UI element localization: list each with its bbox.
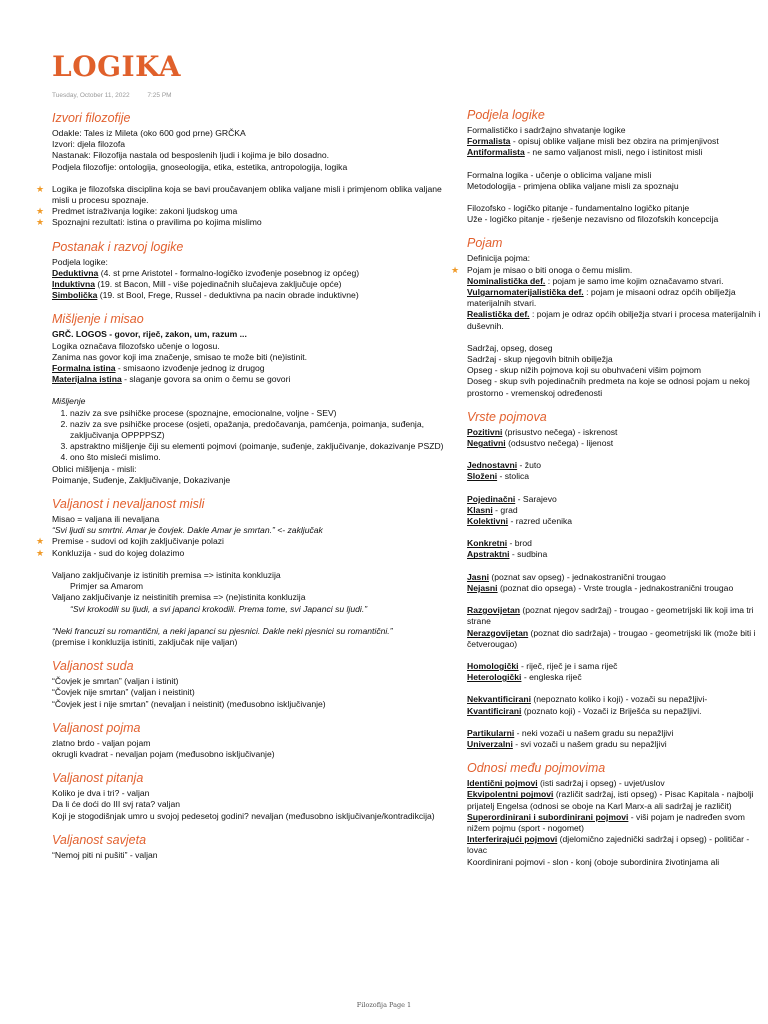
text-line: Jasni (poznat sav opseg) - jednakostranični trougao — [467, 571, 666, 582]
text-line: Koordinirani pojmovi - slon - konj (oboje subordinira životinjama ali — [467, 856, 720, 867]
section-postanak — [52, 239, 452, 302]
text-line: Deduktivna (4. st prne Aristotel - formalno-logičko izvođenje posebnog iz općeg) — [52, 267, 360, 278]
text-line: Koji je stogodišnjak umro u svojoj pedesetoj godini? nevaljan (međusobno isključivanje/kontradikcija) — [52, 810, 435, 821]
list-item: 1. naziv za sve psihičke procese (spoznajne, emocionalne, voljne - SEV) — [70, 408, 452, 419]
text-line: Odakle: Tales iz Mileta (oko 600 god prne) GRČKA — [52, 128, 246, 138]
text-line: Poimanje, Suđenje, Zaključivanje, Dokazivanje — [52, 474, 231, 485]
text-line: Induktivna (19. st Bacon, Mill - više pojedinačnih slučajeva zaključuje opće) — [52, 279, 342, 290]
text-line: Misao = valjana ili nevaljana — [52, 514, 160, 525]
section-title: Mišljenje i misao — [52, 312, 144, 327]
text-line: Formalista - opisuj oblike valjane misli bez obzira na primjenjivost — [467, 136, 719, 147]
text-line: Formalna logika - učenje o oblicima valjane misli — [467, 169, 652, 180]
text-line: Sadržaj - skup njegovih bitnih obilježja — [467, 354, 613, 365]
text-line: Valjano zaključivanje iz neistinitih premisa => (ne)istinita konkluzija — [52, 592, 306, 603]
section-valjanost-pitanja — [52, 770, 452, 822]
text-line: Doseg - skup svih pojedinačnih predmeta na koje se odnosi pojam u nekoj prostorno - vremenskoj određenosti — [467, 376, 750, 398]
text-line: okrugli kvadrat - nevaljan pojam (međusobno isključivanje) — [52, 748, 275, 759]
text-line: Sadržaj, opseg, doseg — [467, 342, 553, 353]
section-podjela — [467, 107, 763, 225]
section-title: Vrste pojmova — [467, 409, 547, 424]
page-title: LOGIKA — [52, 50, 182, 83]
text-line: “Čovjek jest i nije smrtan” (nevaljan i neistinit) (međusobno isključivanje) — [52, 698, 326, 709]
section-title: Pojam — [467, 236, 503, 251]
text-line: Nekvantificirani (nepoznato koliko i koji) - vozači su nepažljivi- — [467, 694, 708, 705]
section-title: Valjanost pitanja — [52, 771, 144, 786]
text-line: Konkretni - brod — [467, 538, 532, 549]
section-odnosi — [467, 760, 763, 868]
text-line: Nerazgovijetan (poznat dio sadržaja) - trougao - geometrijski lik (može biti i četverougao) — [467, 627, 756, 649]
section-title: Valjanost i nevaljanost misli — [52, 497, 205, 512]
text-line: Vulgarnomaterijalistička def. : pojam je misaoni odraz općih obilježja materijalnih stvari. — [467, 287, 736, 309]
text-line: Heterologički - engleska riječ — [467, 672, 582, 683]
list-item: 3. apstraktno mišljenje čiji su elementi pojmovi (poimanje, suđenje, zaključivanje, dokazivanje PSZD) — [70, 441, 452, 452]
numbered-list — [52, 408, 452, 464]
text-line: Kolektivni - razred učenika — [467, 516, 573, 527]
text-line: Univerzalni - svi vozači u našem gradu su nepažljivi — [467, 738, 667, 749]
text-line: Pozitivni (prisustvo nečega) - iskrenost — [467, 426, 618, 437]
text-line: Kvantificirani (poznato koji) - Vozači iz Briješća su nepažljivi. — [467, 705, 702, 716]
section-vrste-pojmova — [467, 409, 763, 750]
starred-line: ★ Logika je filozofska disciplina koja se bavi proučavanjem oblika valjane misli i primjenom oblika valjane misli u procesu spoznaje. — [52, 184, 452, 206]
subheading: Mišljenje — [52, 396, 86, 407]
text-line: Apstraktni - sudbina — [467, 549, 548, 560]
text-line: Ekvipolentni pojmovi (različit sadržaj, isti opseg) - Pisac Kapitala - najbolji prijatelj Engelsa (odnosi se oboje na Karl Marx-a ali sadržaj je različit) — [467, 789, 754, 811]
section-title: Valjanost suda — [52, 659, 134, 674]
text-line: Homologički - riječ, riječ je i sama riječ — [467, 660, 618, 671]
text-line: zlatno brdo - valjan pojam — [52, 737, 151, 748]
right-column — [467, 107, 763, 878]
section-valjanost-savjeta — [52, 832, 452, 861]
text-line: Klasni - grad — [467, 504, 518, 515]
text-line: Materijalna istina - slaganje govora sa onim o čemu se govori — [52, 374, 291, 385]
starred-line: ★ Konkluzija - sud do kojeg dolazimo — [52, 548, 452, 559]
section-title: Valjanost savjeta — [52, 832, 147, 847]
starred-line: ★ Premise - sudovi od kojih zaključivanje polazi — [52, 536, 452, 547]
text-line: Valjano zaključivanje iz istinitih premisa => istinita konkluzija — [52, 569, 281, 580]
list-item: 4. ono što misleći mislimo. — [70, 452, 452, 463]
section-valjanost-suda — [52, 658, 452, 710]
text-line: Definicija pojma: — [467, 253, 531, 264]
text-line: Složeni - stolica — [467, 471, 530, 482]
text-line: Jednostavni - žuto — [467, 460, 542, 471]
text-line: GRČ. LOGOS - govor, riječ, zakon, um, razum ... — [52, 329, 247, 340]
text-line: Formalna istina - smisaono izvođenje jednog iz drugog — [52, 363, 265, 374]
section-title: Valjanost pojma — [52, 720, 141, 735]
text-line: “Svi ljudi su smrtni. Amar je čovjek. Dakle Amar je smrtan.” <- zaključak — [52, 525, 323, 536]
text-line: “Svi krokodili su ljudi, a svi japanci krokodili. Prema tome, svi Japanci su ljudi.” — [70, 603, 368, 614]
text-line: Da li će doći do III svj rata? valjan — [52, 799, 181, 810]
list-item: 2. naziv za sve psihičke procese (osjeti, opažanja, predočavanja, pamćenja, poimanja, suđenja, zaključivanja OPPPPSZ) — [70, 419, 452, 441]
text-line: Pojedinačni - Sarajevo — [467, 493, 557, 504]
text-line: Oblici mišljenja - misli: — [52, 463, 137, 474]
text-line: Interferirajući pojmovi (djelomično zajednički sadržaj i opseg) - političar - lovac — [467, 834, 750, 856]
text-line: Podjela filozofije: ontologija, gnoseologija, etika, estetika, antropologija, logika — [52, 161, 348, 172]
section-title: Izvori filozofije — [52, 111, 131, 125]
section-valjanost-pojma — [52, 720, 452, 760]
text-line: Podjela logike: — [52, 256, 108, 267]
starred-line: ★ Pojam je misao o biti onoga o čemu mislim. — [467, 265, 763, 276]
text-line: Logika označava filozofsko učenje o logosu. — [52, 340, 220, 351]
text-line: Formalističko i sadržajno shvatanje logike — [467, 125, 626, 135]
text-line: Superordinirani i subordinirani pojmovi - viši pojam je nadređen svom nižem pojmu (sport - nogomet) — [467, 811, 745, 833]
text-line: “Čovjek je smrtan” (valjan i istinit) — [52, 676, 179, 687]
text-line: Partikularni - neki vozači u našem gradu su nepažljivi — [467, 727, 674, 738]
text-line: Zanima nas govor koji ima značenje, smisao te može biti (ne)istinit. — [52, 351, 308, 362]
text-line: Negativni (odsustvo nečega) - lijenost — [467, 438, 614, 449]
text-line: Izvori: djela filozofa — [52, 139, 126, 150]
starred-line: ★ Predmet istraživanja logike: zakoni ljudskog uma — [52, 206, 452, 217]
page-footer: Filozofija Page 1 — [356, 1001, 412, 1009]
left-column — [52, 110, 452, 871]
text-line: Nastanak: Filozofija nastala od besposlenih ljudi i kojima je bilo dosadno. — [52, 150, 330, 161]
section-title: Postanak i razvoj logike — [52, 239, 184, 254]
text-line: (premise i konkluzija istiniti, zaključak nije valjan) — [52, 636, 238, 647]
text-line: “Neki francuzi su romantični, a neki japanci su pjesnici. Dakle neki pjesnici su romantični.” — [52, 625, 393, 636]
section-pojam — [467, 235, 763, 398]
section-title: Podjela logike — [467, 108, 545, 122]
text-line: “Nemoj piti ni pušiti” - valjan — [52, 849, 158, 860]
section-title: Odnosi među pojmovima — [467, 761, 606, 776]
page-date-time — [52, 92, 172, 99]
text-line: Uže - logičko pitanje - rješenje nezavisno od filozofskih koncepcija — [467, 214, 719, 225]
starred-line: ★ Spoznajni rezultati: istina o pravilima po kojima mislimo — [52, 217, 452, 228]
text-line: Filozofsko - logičko pitanje - fundamentalno logičko pitanje — [467, 203, 690, 214]
text-line: Antiformalista - ne samo valjanost misli, nego i istinitost misli — [467, 147, 703, 158]
section-valjanost-misli — [52, 496, 452, 648]
page-time: 7:25 PM — [147, 92, 172, 99]
text-line: Koliko je dva i tri? - valjan — [52, 788, 150, 799]
text-line: Realistička def. : pojam je odraz općih obilježja stvari i procesa materijalnih i duševnih. — [467, 309, 761, 331]
text-line: Simbolička (19. st Bool, Frege, Russel - deduktivna pa nacin obrade induktivne) — [52, 290, 359, 301]
text-line: Opseg - skup nižih pojmova koji su obuhvaćeni višim pojmom — [467, 365, 702, 376]
text-line: Razgovijetan (poznat njegov sadržaj) - trougao - geometrijski lik koji ima tri strane — [467, 605, 754, 627]
section-misljenje — [52, 311, 452, 486]
text-line: “Čovjek nije smrtan” (valjan i neistinit) — [52, 687, 195, 698]
page-date: Tuesday, October 11, 2022 — [52, 92, 130, 99]
text-line: Identični pojmovi (isti sadržaj i opseg) - uvjet/uslov — [467, 778, 665, 789]
section-izvori — [52, 110, 452, 229]
text-line: Primjer sa Amarom — [70, 581, 144, 592]
text-line: Metodologija - primjena oblika valjane misli za spoznaju — [467, 180, 679, 191]
text-line: Nejasni (poznat dio opsega) - Vrste trougla - jednakostranični trougao — [467, 582, 734, 593]
text-line: Nominalistička def. : pojam je samo ime kojim označavamo stvari. — [467, 275, 724, 286]
